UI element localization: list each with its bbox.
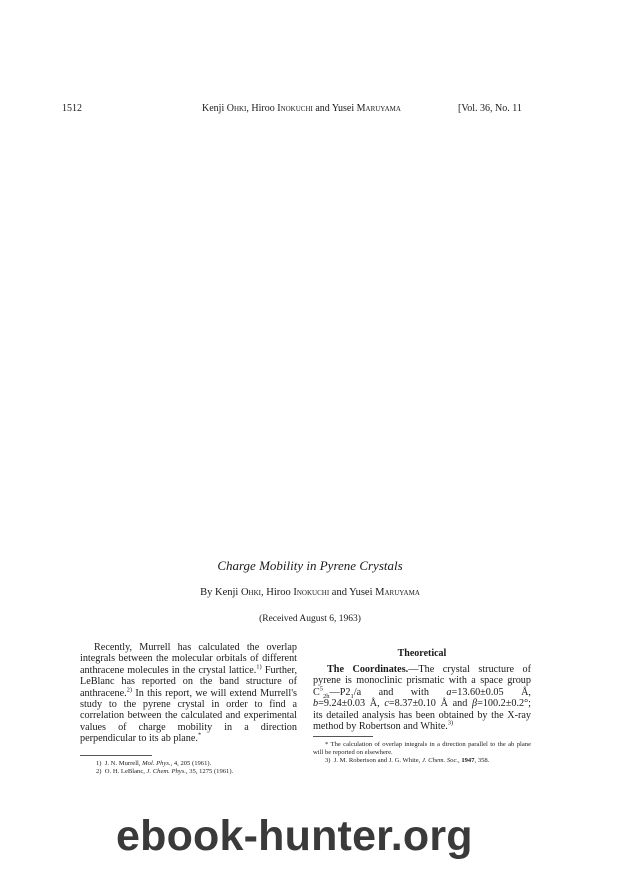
beta-variable: β — [472, 698, 478, 710]
watermark-text: ebook-hunter.org — [116, 812, 473, 860]
p-subscript: 1 — [350, 692, 354, 700]
fn3-num: 3) — [325, 757, 331, 765]
running-head-authors — [202, 103, 401, 114]
ref-2: 2) — [126, 686, 133, 694]
footnote-2 — [96, 768, 306, 776]
fn1-author: J. N. Murrell, — [104, 760, 143, 767]
byline-surname-2: Inokuchi — [293, 587, 330, 598]
rh-surname-1: Ohki — [226, 103, 247, 114]
article-title: Charge Mobility in Pyrene Crystals — [217, 558, 403, 573]
byline — [0, 587, 620, 598]
intro-text-2: Further, LeBlanc has reported on the band structure of anthracene. — [80, 664, 297, 699]
coord-text-3: /a and with — [353, 686, 447, 698]
b-variable: b — [313, 698, 319, 710]
ref-3: 3) — [447, 719, 454, 727]
rh-text-2: , Hiroo — [246, 103, 278, 114]
footnote-rule-left — [80, 755, 152, 756]
intro-paragraph — [80, 642, 297, 745]
c-variable: c — [384, 698, 389, 710]
ref-1: 1) — [256, 663, 262, 671]
fn1-journal: Mol. Phys. — [142, 760, 171, 767]
volume-info: [Vol. 36, No. 11 — [458, 103, 522, 114]
left-footnotes — [96, 760, 306, 776]
ref-star: * — [197, 731, 202, 739]
rh-text-3: and Yusei — [312, 103, 357, 114]
c-subscript: 2h — [323, 692, 330, 700]
fn1-num: 1) — [96, 760, 102, 767]
received-date: (Received August 6, 1963) — [259, 614, 361, 624]
rh-surname-3: Maruyama — [356, 103, 401, 114]
byline-text-2: , Hiroo — [261, 587, 294, 598]
byline-text-1: By Kenji — [200, 587, 241, 598]
c-superscript: 5 — [319, 685, 324, 693]
footnote-1 — [96, 760, 306, 768]
fn2-num: 2) — [96, 768, 102, 776]
intro-text-1: Recently, Murrell has calculated the overlap integrals between the molecular orbitals of different anthracene molecules in the crystal lattice. — [80, 642, 297, 676]
byline-text-3: and Yusei — [329, 587, 376, 598]
coord-text-2: —P2 — [329, 686, 351, 698]
fn3-journal: J. Chem. Soc. — [421, 757, 459, 765]
c-value: =8.37±0.10 Å and — [388, 698, 473, 710]
coord-text-1: —The crystal structure of pyrene is monoclinic prismatic with a space group C — [313, 664, 531, 698]
fn3-sep: , — [458, 757, 462, 765]
runin-heading: The Coordinates. — [327, 664, 409, 675]
rh-surname-2: Inokuchi — [277, 103, 313, 114]
footnote-3 — [313, 757, 531, 765]
coordinates-paragraph — [313, 664, 531, 732]
intro-text-3: In this report, we will extend Murrell's study to the pyrene crystal in order to find a correlation between the calculated and experimental values of charge mobility in a direction perpendicular to its ab plane. — [80, 687, 297, 745]
rh-text-1: Kenji — [202, 103, 227, 114]
page-number: 1512 — [62, 103, 82, 114]
fn3-year: 1947 — [461, 757, 475, 765]
intro-paragraph-block — [80, 642, 297, 745]
fn3-pages: , 358. — [474, 757, 490, 765]
section-heading-theoretical: Theoretical — [397, 648, 447, 659]
a-value: =13.60±0.05 Å, — [451, 686, 531, 698]
footnote-rule-right — [313, 736, 373, 737]
byline-surname-1: Ohki — [240, 587, 261, 598]
fn2-journal: J. Chem. Phys. — [146, 768, 186, 776]
fn2-rest: , 35, 1275 (1961). — [185, 768, 234, 776]
beta-value: =100.2±0.2°; its detailed analysis has been obtained by the X-ray method by Robertson and White. — [313, 698, 531, 733]
fn1-rest: , 4, 205 (1961). — [170, 760, 212, 767]
footnote-star: * The calculation of overlap integrals in a direction parallel to the ab plane will be reported on elsewhere. — [313, 741, 531, 757]
fn2-author: O. H. LeBlanc, — [104, 768, 147, 776]
right-footnotes — [313, 741, 531, 766]
fn3-author: J. M. Robertson and J. G. White, — [333, 757, 422, 765]
coordinates-paragraph-block — [313, 664, 531, 732]
a-variable: a — [446, 686, 452, 698]
b-value: =9.24±0.03 Å, — [318, 698, 385, 710]
byline-surname-3: Maruyama — [375, 587, 420, 598]
